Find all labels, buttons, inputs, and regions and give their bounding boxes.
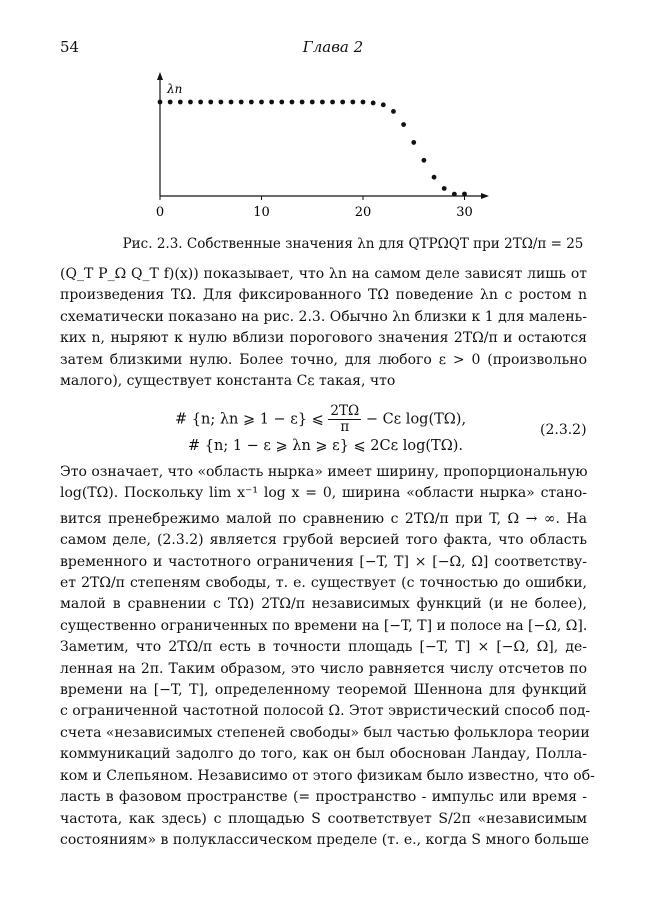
y-axis-label: λn xyxy=(167,82,183,96)
data-point xyxy=(259,100,264,105)
running-head: Глава 2 xyxy=(302,38,364,56)
data-point xyxy=(229,100,234,105)
data-point xyxy=(411,140,416,145)
text-line: малой в сравнении с TΩ) 2TΩ/π независимых функций (и не более), xyxy=(60,596,587,613)
data-point xyxy=(168,100,173,105)
text-line: счета «независимых степеней свободы» был частью фольклора теории xyxy=(60,724,590,741)
fraction-denominator: π xyxy=(340,419,350,435)
data-point xyxy=(401,122,406,127)
equation-line-2: # {n; 1 − ε ⩾ λn ⩾ ε} ⩽ 2Cε log(TΩ). xyxy=(188,438,463,454)
data-point xyxy=(300,100,305,105)
figure-caption: Рис. 2.3. Собственные значения λn для QTPΩQT при 2TΩ/π = 25 xyxy=(122,236,584,252)
data-point xyxy=(452,192,457,197)
data-point xyxy=(269,100,274,105)
x-tick-label: 0 xyxy=(155,205,165,220)
data-point xyxy=(198,100,203,105)
data-point xyxy=(381,102,386,107)
x-axis-arrow xyxy=(481,193,489,199)
data-point xyxy=(239,100,244,105)
equation-number: (2.3.2) xyxy=(540,422,587,438)
text-line: произведения TΩ. Для фиксированного TΩ поведение λn с ростом n xyxy=(60,287,587,304)
data-point xyxy=(249,100,254,105)
data-point xyxy=(279,100,284,105)
data-point xyxy=(320,100,325,105)
fraction-numerator: 2TΩ xyxy=(330,403,360,419)
data-point xyxy=(330,100,335,105)
text-line: существенно ограниченных по времени на [−T, T] и полосе на [−Ω, Ω]. xyxy=(60,617,588,634)
data-point xyxy=(422,158,427,163)
text-line: ких n, ныряют к нулю вблизи порогового значения 2TΩ/π и остаются xyxy=(60,330,587,347)
data-point xyxy=(361,100,366,105)
text-line: состояниям» в полуклассическом пределе (т. е., когда S много больше xyxy=(60,831,590,848)
x-tick-label: 10 xyxy=(253,205,270,220)
text-line: Заметим, что 2TΩ/π есть в точности площадь [−T, T] × [−Ω, Ω], де- xyxy=(60,639,587,656)
x-tick-label: 20 xyxy=(354,205,372,220)
data-point xyxy=(442,186,447,191)
data-point xyxy=(340,100,345,105)
text-line: частота, как здесь) с площадью S соответствует S/2π «независимым xyxy=(60,810,587,827)
text-line: схематически показано на рис. 2.3. Обычно λn близки к 1 для малень- xyxy=(60,308,587,325)
text-line: коммуникаций задолго до того, как он был обоснован Ландау, Полла- xyxy=(60,746,587,763)
text-line: (Q_T P_Ω Q_T f)(x)) показывает, что λn на самом деле зависят лишь от xyxy=(60,266,587,282)
paragraph-2 xyxy=(60,462,595,851)
equation-fraction xyxy=(328,404,361,435)
data-point xyxy=(290,100,295,105)
x-tick-label: 30 xyxy=(456,205,473,220)
text-line: с ограниченной частотной полосой Ω. Этот эвристический способ под- xyxy=(60,703,591,720)
text-line: Это означает, что «область нырка» имеет ширину, пропорциональную xyxy=(60,464,588,480)
page-number: 54 xyxy=(60,38,80,56)
text-line: ленная на 2π. Таким образом, это число равняется числу отсчетов по xyxy=(60,660,587,677)
text-line: временного и частотного ограничения [−T, T] × [−Ω, Ω] соответству- xyxy=(60,553,587,570)
data-point xyxy=(350,100,355,105)
text-line: ласть в фазовом пространстве (= пространство - импульс или время - xyxy=(60,789,587,806)
equation-left: # {n; λn ⩾ 1 − ε} ⩽ xyxy=(175,411,324,428)
paragraph-1 xyxy=(60,264,587,392)
data-point xyxy=(462,192,467,197)
equation-right: − Cε log(TΩ), xyxy=(365,411,467,428)
text-line: малого), существует константа Cε такая, что xyxy=(60,373,396,390)
data-point xyxy=(391,109,396,114)
text-line: затем близкими нулю. Более точно, для любого ε > 0 (произвольно xyxy=(60,351,587,368)
equation-line-1 xyxy=(175,404,466,435)
eigenvalue-chart xyxy=(0,0,646,236)
data-point xyxy=(310,100,315,105)
text-line: вится пренебрежимо малой по сравнению с 2TΩ/π при T, Ω → ∞. На xyxy=(60,510,587,527)
y-axis-arrow xyxy=(157,72,163,80)
data-point xyxy=(158,100,163,105)
text-line: log(TΩ). Поскольку lim x⁻¹ log x = 0, ширина «области нырка» стано- xyxy=(60,485,587,502)
text-line: самом деле, (2.3.2) является грубой версией того факта, что область xyxy=(60,532,587,549)
text-line: ком и Слепьяном. Независимо от этого физикам было известно, что об- xyxy=(60,767,595,784)
data-point xyxy=(188,100,193,105)
text-line: ет 2TΩ/π степеням свободы, т. е. существует (с точностью до ошибки, xyxy=(60,575,587,592)
data-point xyxy=(219,100,224,105)
data-point xyxy=(371,101,376,106)
text-line: времени на [−T, T], определенному теоремой Шеннона для функций xyxy=(60,682,587,699)
data-point xyxy=(432,175,437,180)
data-point xyxy=(208,100,213,105)
data-point xyxy=(178,100,183,105)
